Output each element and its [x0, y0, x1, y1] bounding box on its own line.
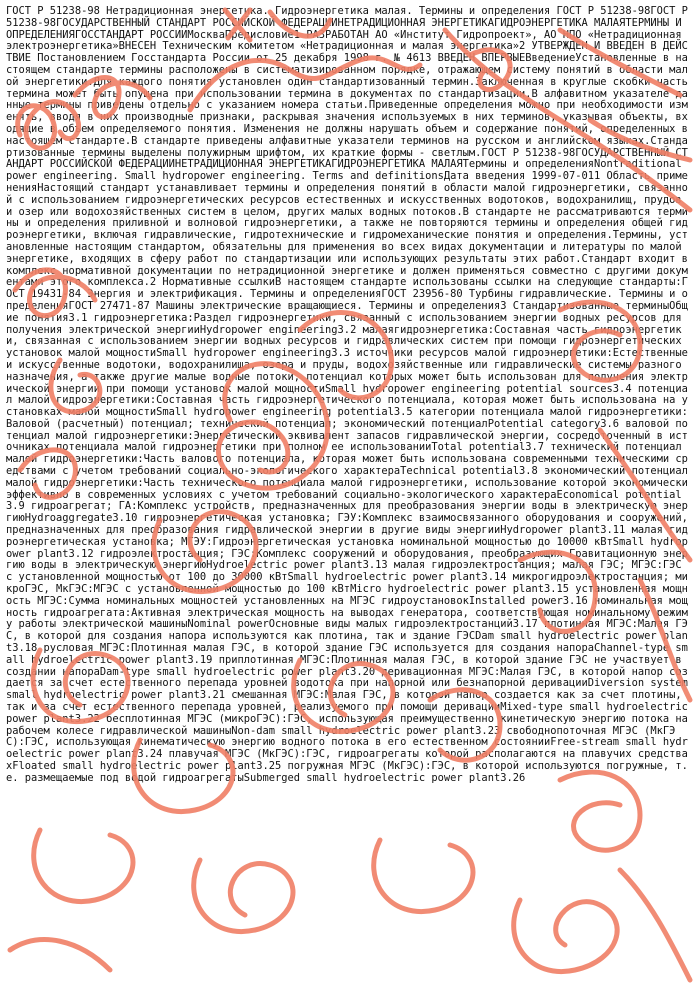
document-body-text: ГОСТ Р 51238-98 Нетрадиционная энергетика. Гидроэнергетика малая. Термины и определения ГОСТ Р 51238-98ГОСТ Р 51238-98ГОСУДАРСТВЕННЫЙ СТАНДАРТ РОССИЙСКОЙ ФЕДЕРАЦИИНЕТРАДИЦИОННАЯ ЭНЕРГЕТИКАГИДРОЭНЕРГЕТИКА МАЛАЯТЕРМИНЫ И ОПРЕДЕЛЕНИЯГОССТАНДАРТ РОССИИМоскваПредисловие1 РАЗРАБОТАН АО «Институт Гидропроект», АО НПО «Нетрадиционная электроэнергетика»ВНЕСЕН Техническим комитетом «Нетрадиционная и малая энергетика»2 УТВЕРЖДЕН И ВВЕДЕН В ДЕЙСТВИЕ Постановлением Госстандарта России от 25 декабря 1998 г. № 4613 ВВЕДЕН ВПЕРВЫЕВведениеУстановленные в настоящем стандарте термины расположены в систематизированном порядке, отражающем систему понятий в области малой энергетики.Для каждого понятия установлен один стандартизованный термин.Заключенная в круглые скобки часть термина может быть опущена при использовании термина в документах по стандартизации.В алфавитном указателе данные термины приведены отдельно с указанием номера статьи.Приведенные определения можно при необходимости изменять, вводя в них производные признаки, раскрывая значения используемых в них терминов, указывая объекты, входящие в объем определяемого понятия. Изменения не должны нарушать объем и содержание понятий, определенных в настоящем стандарте.В стандарте приведены алфавитные указатели терминов на русском и английском языках.Стандартизованные термины выделены полужирным шрифтом, их краткие формы - светлым.ГОСТ Р 51238-98ГОСУДАРСТВЕННЫЙ СТАНДАРТ РОССИЙСКОЙ ФЕДЕРАЦИИНЕТРАДИЦИОННАЯ ЭНЕРГЕТИКАГИДРОЭНЕРГЕТИКА МАЛАЯТермины и определенияNontraditional power engineering. Small hydropower engineering. Terms and definitionsДата введения 1999-07-011 Область примененияНастоящий стандарт устанавливает термины и определения понятий в области малой гидроэнергетики, связанной с использованием гидроэнергетических ресурсов естественных и искусственных водотоков, водохранилищ, прудов и озер или водохозяйственных систем в целом, других малых водных потоков.В стандарте не рассматриваются термины и определения приливной и волновой гидроэнергетики, а также не повторяются термины и определения общей гидроэнергетики, включая гидравлические, гидротехнические и гидромеханические понятия и определения.Термины, установленные настоящим стандартом, обязательны для применения во всех видах документации и литературы по малой энергетике, входящих в сферу работ по стандартизации или использующих результаты этих работ.Стандарт входит в комплекс нормативной документации по нетрадиционной энергетике и должен применяться совместно с другими документами этого комплекса.2 Нормативные ссылкиВ настоящем стандарте использованы ссылки на следующие стандарты:ГОСТ 19431-84 Энергия и электрификация. Термины и определенияГОСТ 23956-80 Турбины гидравлические. Термины и определенияГОСТ 27471-87 Машины электрические вращающиеся. Термины и определения3 Стандартизованные терминыОбщие понятия3.1 гидроэнергетика:Раздел гидроэнергетики, связанный с использованием энергии водных ресурсов для получения электрической энергииHydropower engineering3.2 малаягидроэнергетика:Составная часть гидроэнергетики, связанная с использованием энергии водных ресурсов и гидравлических систем при помощи гидроэнергетических установок малой мощностиSmall hydropower engineering3.3 источники ресурсов малой гидроэнергетики:Естественные и искусственные водотоки, водохранилища, озера и пруды, водохозяйственные или гидравлические системы разного назначения, а также другие малые водные потоки, потенциал которых может быть использован для получения электрической энергии при помощи установок малой мощностиSmall hydropower engineering potential sources3.4 потенциал малой гидроэнергетики:Составная часть гидроэнергетического потенциала, которая может быть использована на установках малой мощностиSmall hydropower engineering potential3.5 категории потенциала малой гидроэнергетики:Валовой (расчетный) потенциал; технический потенциал; экономический потенциалPotential category3.6 валовой потенциал малой гидроэнергетики:Энергетический эквивалент запасов гидравлической энергии, сосредоточенный в источниках потенциала малой гидроэнергетики при полном ее использованииTotal potential3.7 технический потенциал малой гидроэнергетики:Часть валового потенциала, которая может быть использована современными техническими средствами с учетом требований социально-экологического характераTechnical potential3.8 экономический потенциал малой гидроэнергетики:Часть технического потенциала малой гидроэнергетики, использование которой экономически эффективно в современных условиях с учетом требований социально-экологического характераEconomical potential3.9 гидроагрегат; ГА:Комплекс устройств, предназначенных для преобразования энергии воды в электрическую энергиюHydroaggregate3.10 гидроэнергетическая установка; ГЭУ:Комплекс взаимосвязанного оборудования и сооружений, предназначенных для преобразования гидравлической энергии в другие виды энергииHydropower plant3.11 малая гидроэнергетическая установка; МГЭУ:Гидроэнергетическая установка номинальной мощностью до 10000 кВтSmall hydropower plant3.12 гидроэлектростанция; ГЭС:Комплекс сооружений и оборудования, преобразующих Гравитационную энергию воды в электрическую энергиюHydroelectric power plant3.13 малая гидроэлектростанция; малая ГЭС; МГЭС:ГЭС с установленной мощностью от 100 до 30000 кВтSmall hydroelectric power plant3.14 микрогидроэлектростанция; микроГЭС, МкГЭС:МГЭС с установленной мощностью до 100 кВтMicro hydroelectric power plant3.15 установленная мощность МГЭС:Сумма номинальных мощностей установленных на МГЭС гидроустановокInstalled power3.16 номинальная мощность гидроагрегата:Активная электрическая мощность на выводах генератора, соответствующая номинальному режиму работы электрической машиныNominal powerОсновные виды малых гидроэлектростанций3.17 плотинная МГЭС:Малая ГЭС, в которой для создания напора используются как плотина, так и здание ГЭСDam small hydroelectric power plant3.18 русловая МГЭС:Плотинная малая ГЭС, в которой здание ГЭС используется для создания напораChannel-type small hydroelectric power plant3.19 приплотинная МГЭС:Плотинная малая ГЭС, в которой здание ГЭС не участвует в создании напораDam-type small hydroelectric power plant3.20 деривационная МГЭС:Малая ГЭС, в которой напор создается за счет естественного перепада уровней водотока при напорной или безнапорной деривацииDiversion system small hydroelectric power plant3.21 смешанная МГЭС:Малая ГЭС, в которой напор создается как за счет плотины, так и за счет естественного перепада уровней, реализуемого при помощи деривацииMixed-type small hydroelectric power plant3.22 бесплотинная МГЭС (микроГЭС):ГЭС, использующая преимущественно кинетическую энергию потока на рабочем колесе гидравлической машиныNon-dam small hydroelectric power plant3.23 свободнопоточная МГЭС (МкГЭС):ГЭС, использующая кинематическую энергию водного потока в его естественном состоянииFree-stream small hydroelectric power plant3.24 плавучая МГЭС (МкГЭС):ГЭС, гидроагрегаты которой располагаются на плавучих средствахFloated small hydroelectric power plant3.25 погружная МГЭС (МкГЭС):ГЭС, в которой используются погружные, т. е. размещаемые под водой гидроагрегатыSubmerged small hydroelectric power plant3.26	[6, 6, 694, 784]
